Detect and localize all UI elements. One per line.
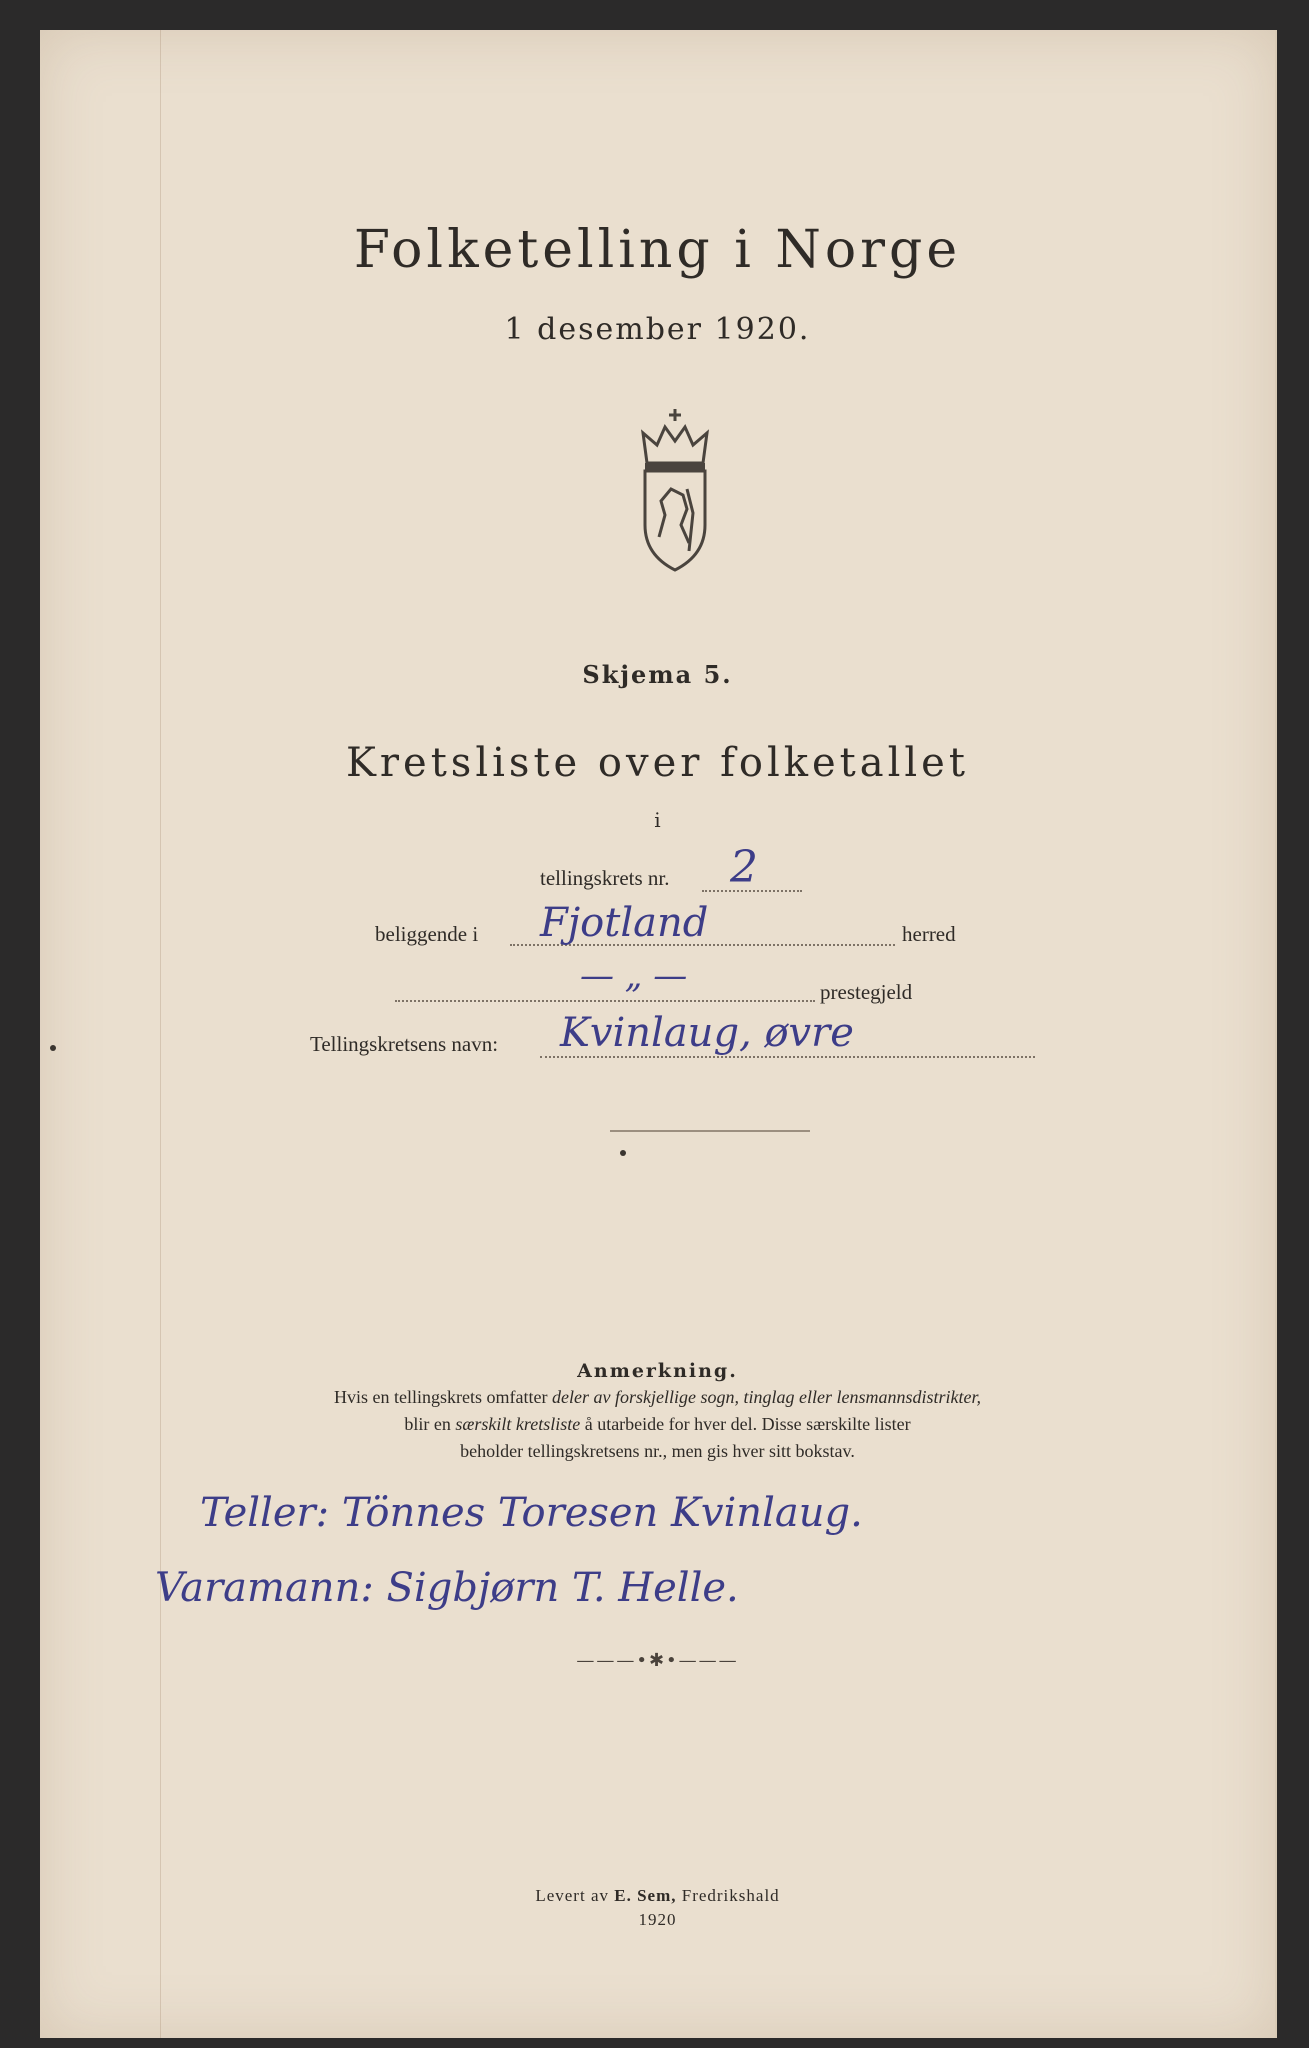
prestegjeld-line xyxy=(395,1000,815,1002)
margin-dot xyxy=(50,1045,56,1051)
note-line-3: beholder tellingskretsens nr., men gis hver sitt bokstav. xyxy=(460,1441,855,1461)
connector-text: i xyxy=(654,808,661,832)
note-line-2-emphasis: særskilt kretsliste xyxy=(455,1414,581,1434)
prestegjeld-value: — „ — xyxy=(580,956,688,996)
printer-city: Fredrikshald xyxy=(676,1886,780,1905)
printer-name: E. Sem, xyxy=(614,1886,677,1905)
note-line-1-text: Hvis en tellingskrets omfatter xyxy=(334,1387,552,1407)
schema-number: Skjema 5. xyxy=(582,660,733,689)
note-line-2-text: blir en xyxy=(404,1414,456,1434)
census-form-page xyxy=(40,30,1277,2038)
krets-name-label: Tellingskretsens navn: xyxy=(310,1032,499,1056)
prestegjeld-label: prestegjeld xyxy=(820,980,913,1004)
form-title: Kretsliste over folketallet xyxy=(346,740,969,786)
krets-number-label: tellingskrets nr. xyxy=(540,866,670,890)
printer-prefix: Levert av xyxy=(535,1886,615,1905)
page-title: Folketelling i Norge xyxy=(353,220,962,280)
note-line-1 xyxy=(40,1387,1275,1408)
ornament-divider: ———•✱•——— xyxy=(576,1650,739,1671)
printer-credit xyxy=(40,1886,1275,1906)
ink-dot xyxy=(620,1150,626,1156)
note-line-2-rest: å utarbeide for hver del. Disse særskilte lister xyxy=(580,1414,911,1434)
note-heading: Anmerkning. xyxy=(577,1360,738,1382)
teller-signature: Teller: Tönnes Toresen Kvinlaug. xyxy=(200,1490,863,1536)
krets-name-line xyxy=(540,1056,1035,1058)
note-line-2 xyxy=(40,1414,1275,1435)
beliggende-label: beliggende i xyxy=(375,922,479,946)
printer-year: 1920 xyxy=(638,1910,677,1929)
krets-number-value: 2 xyxy=(730,842,758,893)
herred-label: herred xyxy=(902,922,956,946)
varamann-signature: Varamann: Sigbjørn T. Helle. xyxy=(155,1565,739,1611)
herred-value: Fjotland xyxy=(540,900,709,946)
census-date: 1 desember 1920. xyxy=(504,312,811,347)
note-line-1-emphasis: deler av forskjellige sogn, tinglag eller lensmannsdistrikter, xyxy=(552,1387,981,1407)
krets-name-value: Kvinlaug, øvre xyxy=(560,1010,854,1056)
separator-rule xyxy=(610,1130,810,1132)
norwegian-coat-of-arms-icon xyxy=(625,405,725,575)
